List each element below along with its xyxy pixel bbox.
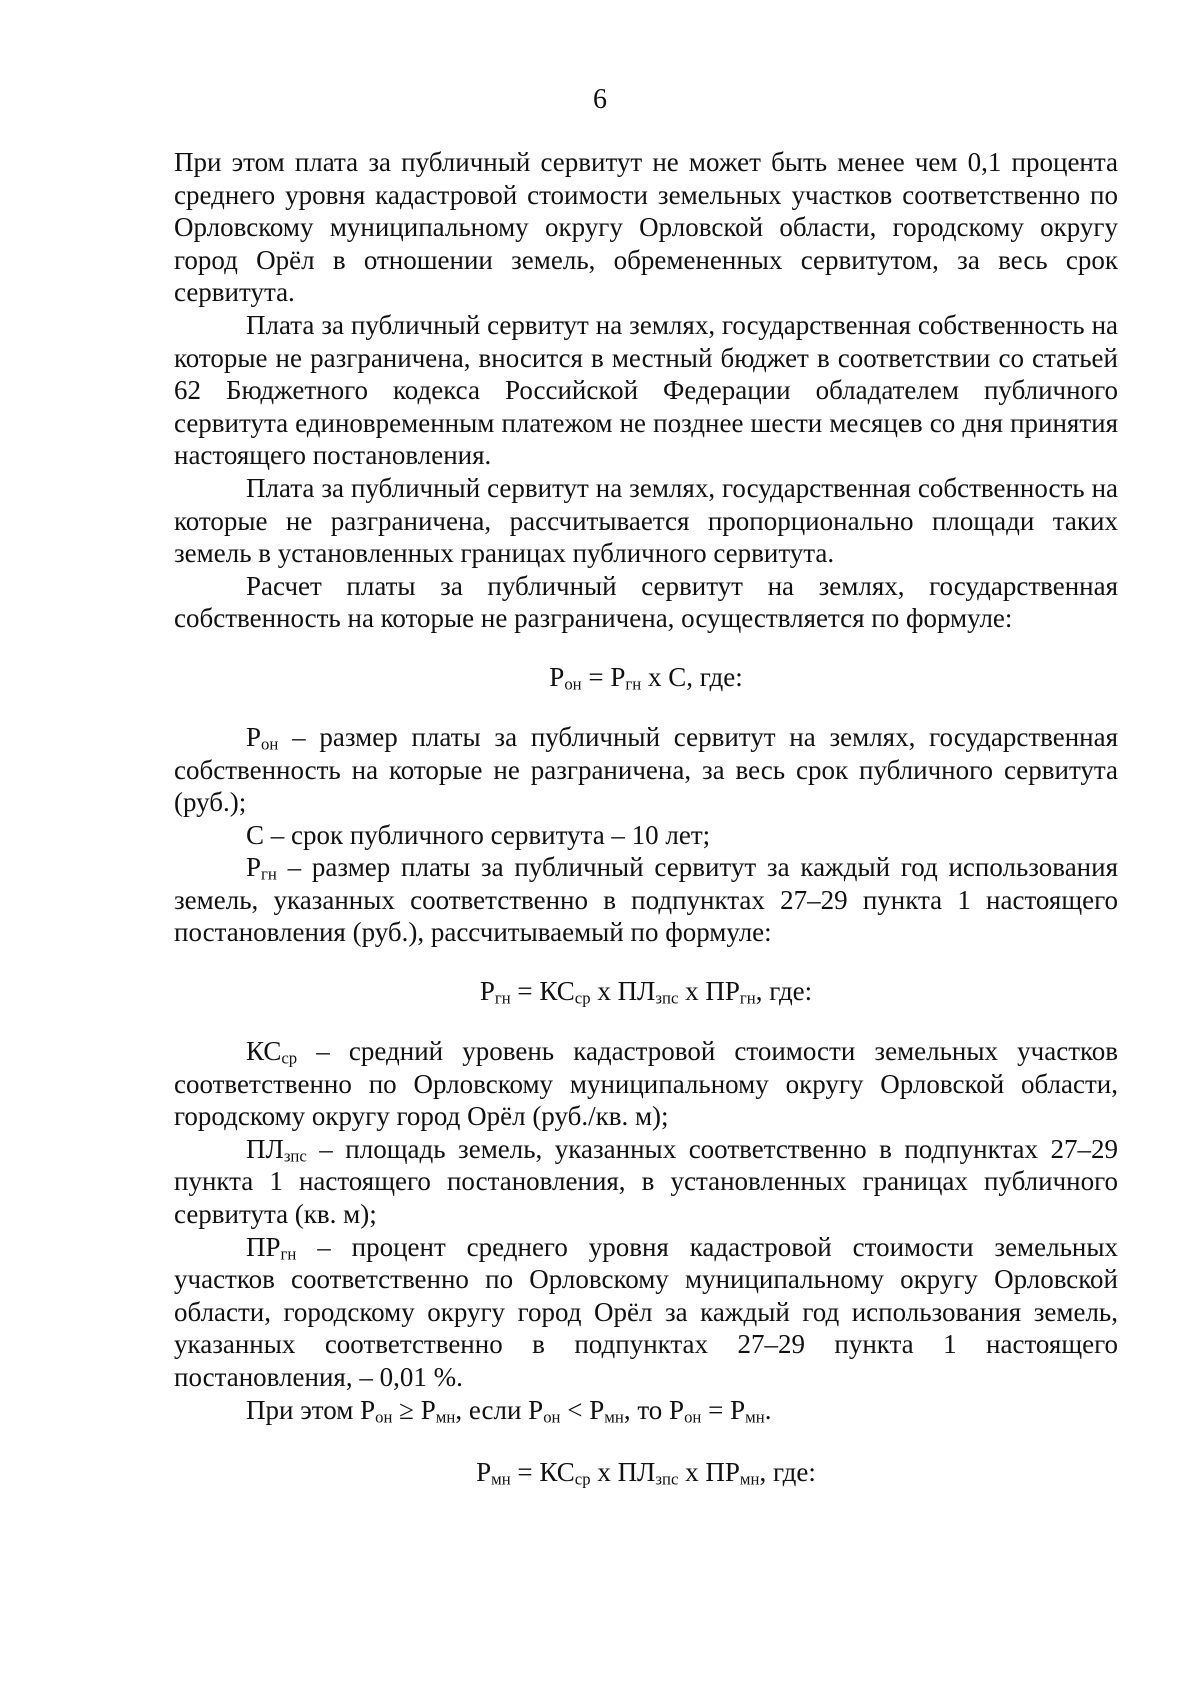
symbol-subscript: зпс [283, 1146, 307, 1166]
formula-symbol: ПЛ [617, 1457, 656, 1488]
formula-symbol: Р [549, 661, 565, 692]
formula-subscript: он [543, 1407, 561, 1427]
formula-subscript: мн [739, 1469, 760, 1489]
definition-text: – размер платы за публичный сервитут на землях, государственная собственность на которые не разграничена, за весь срок публичного сервитута (руб.); [174, 721, 1118, 818]
formula-symbol: Р [360, 1394, 376, 1425]
formula-symbol: Р [730, 1394, 746, 1425]
symbol-base: Р [246, 721, 262, 752]
symbol-subscript: он [261, 734, 279, 754]
formula-symbol: Р [669, 1394, 685, 1425]
formula-symbol: КС [539, 976, 575, 1007]
formula-subscript: мн [491, 1469, 511, 1489]
condition-text: , то [623, 1394, 670, 1425]
formula-operator: х [678, 976, 706, 1007]
definition-symbol [246, 722, 278, 752]
document-body [174, 146, 1118, 1488]
formula-annual-fee [174, 949, 1118, 1035]
formula-symbol: ПР [705, 1457, 740, 1488]
formula-total-fee [174, 635, 1118, 721]
definition-symbol [246, 852, 277, 882]
formula-operator: = [581, 661, 611, 692]
formula-symbol: Р [528, 1394, 544, 1425]
formula-subscript: мн [745, 1407, 765, 1427]
formula-min-fee [174, 1426, 1118, 1488]
paragraph-proportional-calc: Плата за публичный сервитут на землях, государственная собственность на которые не разграничена, рассчитывается пропорционально площади таких земель в установленных границах публичного сервитута. [174, 472, 1118, 569]
symbol-base: Р [246, 852, 262, 883]
definition-total-fee [174, 721, 1118, 819]
formula-subscript: ср [574, 988, 591, 1008]
formula-symbol: Р [479, 976, 495, 1007]
page-number: 6 [593, 84, 607, 115]
formula-operator: х [678, 1457, 706, 1488]
formula-subscript: он [375, 1407, 393, 1427]
formula-subscript: он [564, 674, 582, 694]
definition-cadastral-value [174, 1035, 1118, 1133]
definition-annual-fee [174, 851, 1118, 949]
formula-rest: х С, где: [641, 661, 743, 692]
symbol-base: ПР [246, 1231, 281, 1262]
formula-rest: , где: [759, 1457, 816, 1488]
symbol-subscript: гн [280, 1244, 297, 1264]
definition-symbol [246, 1134, 307, 1164]
symbol-base: КС [246, 1036, 282, 1067]
condition-text: = [701, 1394, 731, 1425]
formula-symbol: Р [476, 1457, 492, 1488]
symbol-subscript: ср [281, 1048, 298, 1068]
formula-subscript: мн [435, 1407, 456, 1427]
definition-text: – размер платы за публичный сервитут за каждый год использования земель, указанных соответственно в подпунктах 27–29 пункта 1 настоящего постановления (руб.), рассчитываемый по формуле: [174, 852, 1118, 948]
formula-symbol: Р [589, 1394, 605, 1425]
definition-percent [174, 1231, 1118, 1394]
definition-term: С – срок публичного сервитута – 10 лет; [246, 819, 711, 850]
condition-text: ≥ [392, 1394, 421, 1425]
definition-area [174, 1133, 1118, 1231]
condition-text: , если [455, 1394, 529, 1425]
definition-text: – площадь земель, указанных соответственно в подпунктах 27–29 пункта 1 настоящего постановления, в установленных границах публичного сервитута (кв. м); [174, 1133, 1118, 1230]
paragraph-formula-intro: Расчет платы за публичный сервитут на землях, государственная собственность на которые не разграничена, осуществляется по формуле: [174, 570, 1118, 634]
formula-symbol: Р [420, 1394, 436, 1425]
formula-operator: = [510, 1457, 540, 1488]
formula-symbol: Р [610, 661, 626, 692]
formula-subscript: гн [739, 988, 756, 1008]
formula-symbol: ПЛ [617, 976, 656, 1007]
formula-rest: , где: [755, 976, 813, 1007]
condition-text: При этом [246, 1394, 361, 1425]
definition-symbol [246, 1232, 296, 1262]
formula-operator: х [590, 1457, 618, 1488]
definition-symbol [246, 1036, 297, 1066]
formula-subscript: гн [494, 988, 511, 1008]
paragraph-condition [174, 1394, 1118, 1427]
formula-subscript: зпс [655, 988, 679, 1008]
condition-text: . [764, 1394, 772, 1425]
condition-text: < [560, 1394, 590, 1425]
formula-operator: х [590, 976, 618, 1007]
formula-subscript: мн [604, 1407, 624, 1427]
formula-operator: = [510, 976, 540, 1007]
formula-subscript: зпс [655, 1469, 679, 1489]
formula-subscript: он [684, 1407, 702, 1427]
formula-symbol: ПР [705, 976, 740, 1007]
symbol-base: ПЛ [246, 1133, 284, 1164]
paragraph-payment-terms: Плата за публичный сервитут на землях, государственная собственность на которые не разграничена, вносится в местный бюджет в соответствии со статьей 62 Бюджетного кодекса Российской Федерации обладателем публичного сервитута единовременным платежом не позднее шести месяцев со дня принятия настоящего постановления. [174, 309, 1118, 471]
paragraph-min-fee: При этом плата за публичный сервитут не может быть менее чем 0,1 процента среднего уровня кадастровой стоимости земельных участков соответственно по Орловскому муниципальному округу Орловской области, городскому округу город Орёл в отношении земель, обремененных сервитутом, за весь срок сервитута. [174, 147, 1118, 308]
definition-text: – процент среднего уровня кадастровой стоимости земельных участков соответственно по Орловскому муниципальному округу Орловской области, городскому округу город Орёл за каждый год использования земель, указанных соответственно в подпунктах 27–29 пункта 1 настоящего постановления, – 0,01 %. [174, 1231, 1118, 1392]
symbol-subscript: гн [261, 864, 277, 884]
formula-subscript: гн [625, 674, 642, 694]
definition-text: – средний уровень кадастровой стоимости земельных участков соответственно по Орловскому муниципальному округу Орловской области, городскому округу город Орёл (руб./кв. м); [174, 1036, 1118, 1132]
formula-symbol: КС [539, 1457, 575, 1488]
formula-subscript: ср [574, 1469, 591, 1489]
